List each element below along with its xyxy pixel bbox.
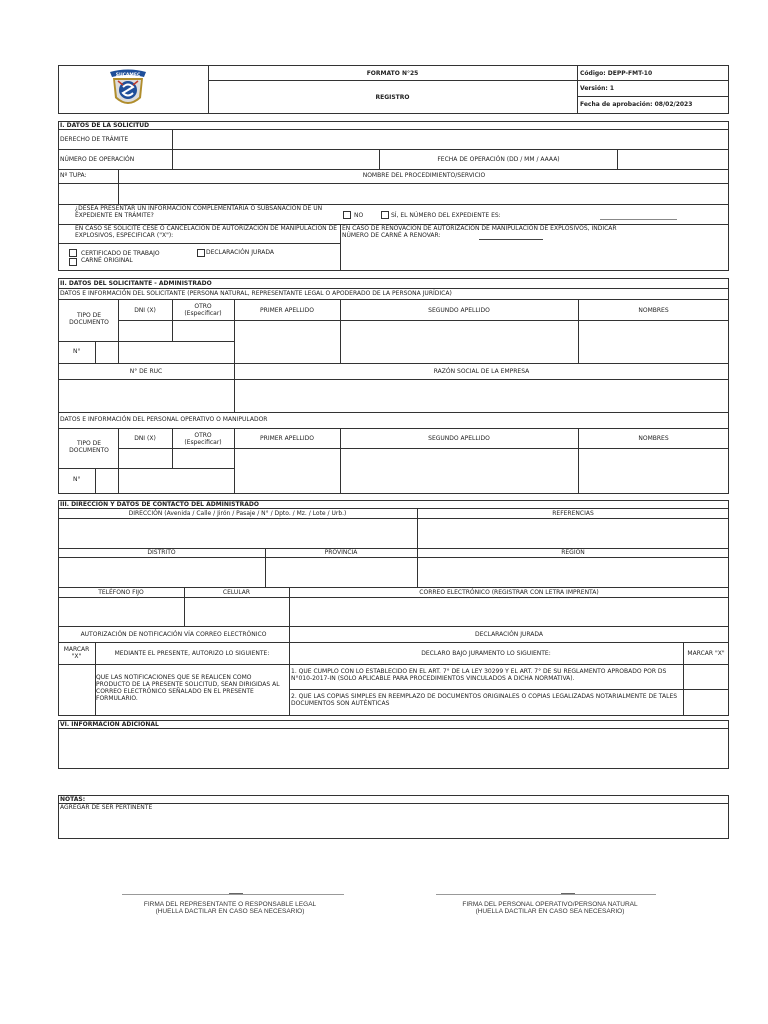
signature-line-right [436, 894, 656, 895]
si-label: SÍ, EL NÚMERO DEL EXPEDIENTE ES: [391, 212, 501, 219]
distrito-field[interactable] [59, 558, 264, 586]
declaracion-item-1: 1. QUE CUMPLO CON LO ESTABLECIDO EN EL ART. 7° DE LA LEY 30299 Y EL ART. 7° DE SU REGLAMENTO APROBADO POR DS N°010-2017-IN (SOLO APLICABLE PARA PROCEDIMIENTOS VINCULADOS A DICHA NORMATIVA). [291, 668, 667, 682]
declaracion-label: DECLARACIÓN JURADA [206, 249, 274, 256]
signature-line-left [122, 894, 344, 895]
carne-renovar-field[interactable] [479, 239, 543, 240]
dni-label-2: DNI (X) [134, 435, 156, 442]
autorizacion-label: AUTORIZACIÓN DE NOTIFICACIÓN VÍA CORREO ELECTRÓNICO [80, 631, 267, 638]
declaracion-item-2: 2. QUE LAS COPIAS SIMPLES EN REEMPLAZO DE DOCUMENTOS ORIGINALES O COPIAS LEGALIZADAS NOTARIALMENTE DE TALES DOCUMENTOS SON AUTÉNTICAS [291, 693, 678, 707]
nombres-field-1[interactable] [579, 321, 728, 362]
svg-text:SUCAMEC: SUCAMEC [115, 73, 141, 78]
solicitante-subtitle: DATOS E INFORMACIÓN DEL SOLICITANTE (PERSONA NATURAL, REPRESENTANTE LEGAL O APODERADO DE LA PERSONA JURÍDICA) [60, 290, 452, 297]
dni-checkbox-field-1[interactable] [119, 321, 171, 340]
segundo-apellido-label-1: SEGUNDO APELLIDO [428, 307, 490, 314]
dni-label-1: DNI (X) [134, 307, 156, 314]
notas-field[interactable] [59, 812, 728, 838]
mediante-label: MEDIANTE EL PRESENTE, AUTORIZO LO SIGUIENTE: [114, 650, 270, 657]
declaracion-jurada-label: DECLARACIÓN JURADA [475, 631, 543, 638]
certificado-checkbox[interactable] [69, 249, 77, 257]
nombres-field-2[interactable] [579, 449, 728, 493]
numero-label-1: N° [73, 348, 81, 355]
section-3-title: III. DIRECCIÓN Y DATOS DE CONTACTO DEL ADMINISTRADO [60, 501, 259, 508]
expediente-number-field[interactable] [600, 219, 677, 220]
region-field[interactable] [418, 558, 728, 586]
tupa-field[interactable] [59, 184, 117, 203]
format-number: FORMATO N°25 [366, 70, 419, 77]
cese-label: EN CASO SE SOLICITE CESE O CANCELACIÓN DE AUTORIZACIÓN DE MANIPULACIÓN DE EXPLOSIVOS, ESPECIFICAR ("X"): [75, 225, 337, 239]
derecho-label: DERECHO DE TRÁMITE [60, 136, 129, 143]
tipo-doc-label-2: TIPO DE DOCUMENTO [69, 440, 109, 454]
procedimiento-label: NOMBRE DEL PROCEDIMIENTO/SERVICIO [362, 172, 486, 179]
otro-field-2[interactable] [173, 449, 233, 467]
otro-field-1[interactable] [173, 321, 233, 340]
direccion-field[interactable] [59, 519, 416, 547]
notas-title: NOTAS: [60, 796, 86, 803]
region-label: REGIÓN [561, 549, 585, 556]
fecha-operacion-label: FECHA DE OPERACIÓN (DD / MM / AAAA) [437, 156, 560, 163]
notificaciones-text: QUE LAS NOTIFICACIONES QUE SE REALICEN COMO PRODUCTO DE LA PRESENTE SOLICITUD, SEAN DIRIGIDAS AL CORREO ELECTRÓNICO SEÑALADO EN EL PRESENTE FORMULARIO. [96, 674, 280, 702]
item1-mark-field[interactable] [684, 665, 728, 688]
otro-label-1: OTRO (Especificar) [184, 303, 222, 317]
correo-field[interactable] [290, 598, 728, 625]
primer-apellido-label-1: PRIMER APELLIDO [260, 307, 314, 314]
provincia-label: PROVINCIA [324, 549, 358, 556]
fecha-operacion-field[interactable] [618, 150, 728, 169]
carne-checkbox[interactable] [69, 258, 77, 266]
expediente-question: ¿DESEA PRESENTAR UN INFORMACIÓN COMPLEMENTARIA O SUBSANACIÓN DE UN EXPEDIENTE EN TRÁMITE? [75, 205, 323, 219]
ruc-label: N° DE RUC [129, 368, 163, 375]
dni-checkbox-field-2[interactable] [119, 449, 171, 467]
firma-right-line1: FIRMA DEL PERSONAL OPERATIVO/PERSONA NATURAL [462, 901, 638, 908]
renovacion-label: EN CASO DE RENOVACIÓN DE AUTORIZACIÓN DE MANIPULACIÓN DE EXPLOSIVOS, INDICAR NÚMERO DE CARNÉ A RENOVAR: [342, 225, 617, 239]
marcar-label: MARCAR "X" [63, 646, 90, 660]
segundo-apellido-label-2: SEGUNDO APELLIDO [428, 435, 490, 442]
primer-apellido-field-1[interactable] [235, 321, 339, 362]
nombres-label-1: NOMBRES [638, 307, 669, 314]
numero-operacion-label: NÚMERO DE OPERACIÓN [60, 156, 135, 163]
referencias-label: REFERENCIAS [552, 510, 594, 517]
razon-social-field[interactable] [235, 380, 728, 411]
numero-label-2: N° [73, 476, 81, 483]
direccion-label: DIRECCIÓN (Avenida / Calle / Jirón / Pasaje / N° / Dpto. / Mz. / Lote / Urb.) [128, 510, 347, 517]
approval-date: Fecha de aprobación: 08/02/2023 [580, 101, 693, 108]
section-6-title: VI. INFORMACIÓN ADICIONAL [60, 721, 159, 728]
firma-left-line2: (HUELLA DACTILAR EN CASO SEA NECESARIO) [155, 908, 305, 915]
form-version: Versión: 1 [580, 85, 615, 92]
carne-label: CARNÉ ORIGINAL [81, 257, 133, 264]
numero-doc-field-1[interactable] [95, 342, 233, 362]
autorizar-mark-field[interactable] [59, 665, 94, 715]
declaro-label: DECLARO BAJO JURAMENTO LO SIGUIENTE: [421, 650, 551, 657]
tipo-doc-label-1: TIPO DE DOCUMENTO [69, 312, 109, 326]
referencias-field[interactable] [418, 519, 728, 547]
firma-left-line1: FIRMA DEL REPRESENTANTE O RESPONSABLE LEGAL [143, 901, 317, 908]
nombres-label-2: NOMBRES [638, 435, 669, 442]
provincia-field[interactable] [266, 558, 416, 586]
procedimiento-field[interactable] [119, 184, 728, 203]
correo-label: CORREO ELECTRÓNICO (REGISTRAR CON LETRA IMPRENTA) [419, 589, 599, 596]
otro-label-2: OTRO (Especificar) [184, 432, 222, 446]
declaracion-checkbox[interactable] [197, 249, 205, 257]
tupa-label: Nº TUPA: [60, 172, 87, 179]
distrito-label: DISTRITO [147, 549, 176, 556]
no-label: NO [354, 212, 364, 219]
certificado-label: CERTIFICADO DE TRABAJO [81, 250, 160, 257]
marcar2-label: MARCAR "X" [687, 650, 725, 657]
item2-mark-field[interactable] [684, 690, 728, 715]
primer-apellido-label-2: PRIMER APELLIDO [260, 435, 314, 442]
sucamec-logo [104, 68, 152, 112]
firma-right-line2: (HUELLA DACTILAR EN CASO SEA NECESARIO) [475, 908, 625, 915]
notas-text: AGREGAR DE SER PERTINENTE [60, 804, 153, 811]
si-checkbox[interactable] [381, 211, 389, 219]
ruc-field[interactable] [59, 380, 233, 411]
razon-social-label: RAZÓN SOCIAL DE LA EMPRESA [433, 368, 530, 375]
section-2-title: II. DATOS DEL SOLICITANTE - ADMINISTRADO [60, 280, 212, 287]
telefono-field[interactable] [59, 598, 183, 625]
form-code: Código: DEPP-FMT-10 [580, 70, 653, 77]
primer-apellido-field-2[interactable] [235, 449, 339, 493]
celular-field[interactable] [185, 598, 288, 625]
celular-label: CELULAR [222, 589, 251, 596]
form-title: REGISTRO [375, 94, 410, 101]
no-checkbox[interactable] [343, 211, 351, 219]
personal-subtitle: DATOS E INFORMACIÓN DEL PERSONAL OPERATIVO O MANIPULADOR [60, 416, 268, 423]
section-1-title: I. DATOS DE LA SOLICITUD [60, 122, 150, 129]
numero-operacion-field[interactable] [173, 150, 378, 169]
segundo-apellido-field-1[interactable] [341, 321, 577, 362]
numero-doc-field-2[interactable] [96, 469, 233, 493]
telefono-label: TELÉFONO FIJO [98, 589, 144, 596]
segundo-apellido-field-2[interactable] [341, 449, 577, 493]
informacion-adicional-field[interactable] [59, 729, 728, 768]
derecho-field[interactable] [173, 130, 728, 149]
